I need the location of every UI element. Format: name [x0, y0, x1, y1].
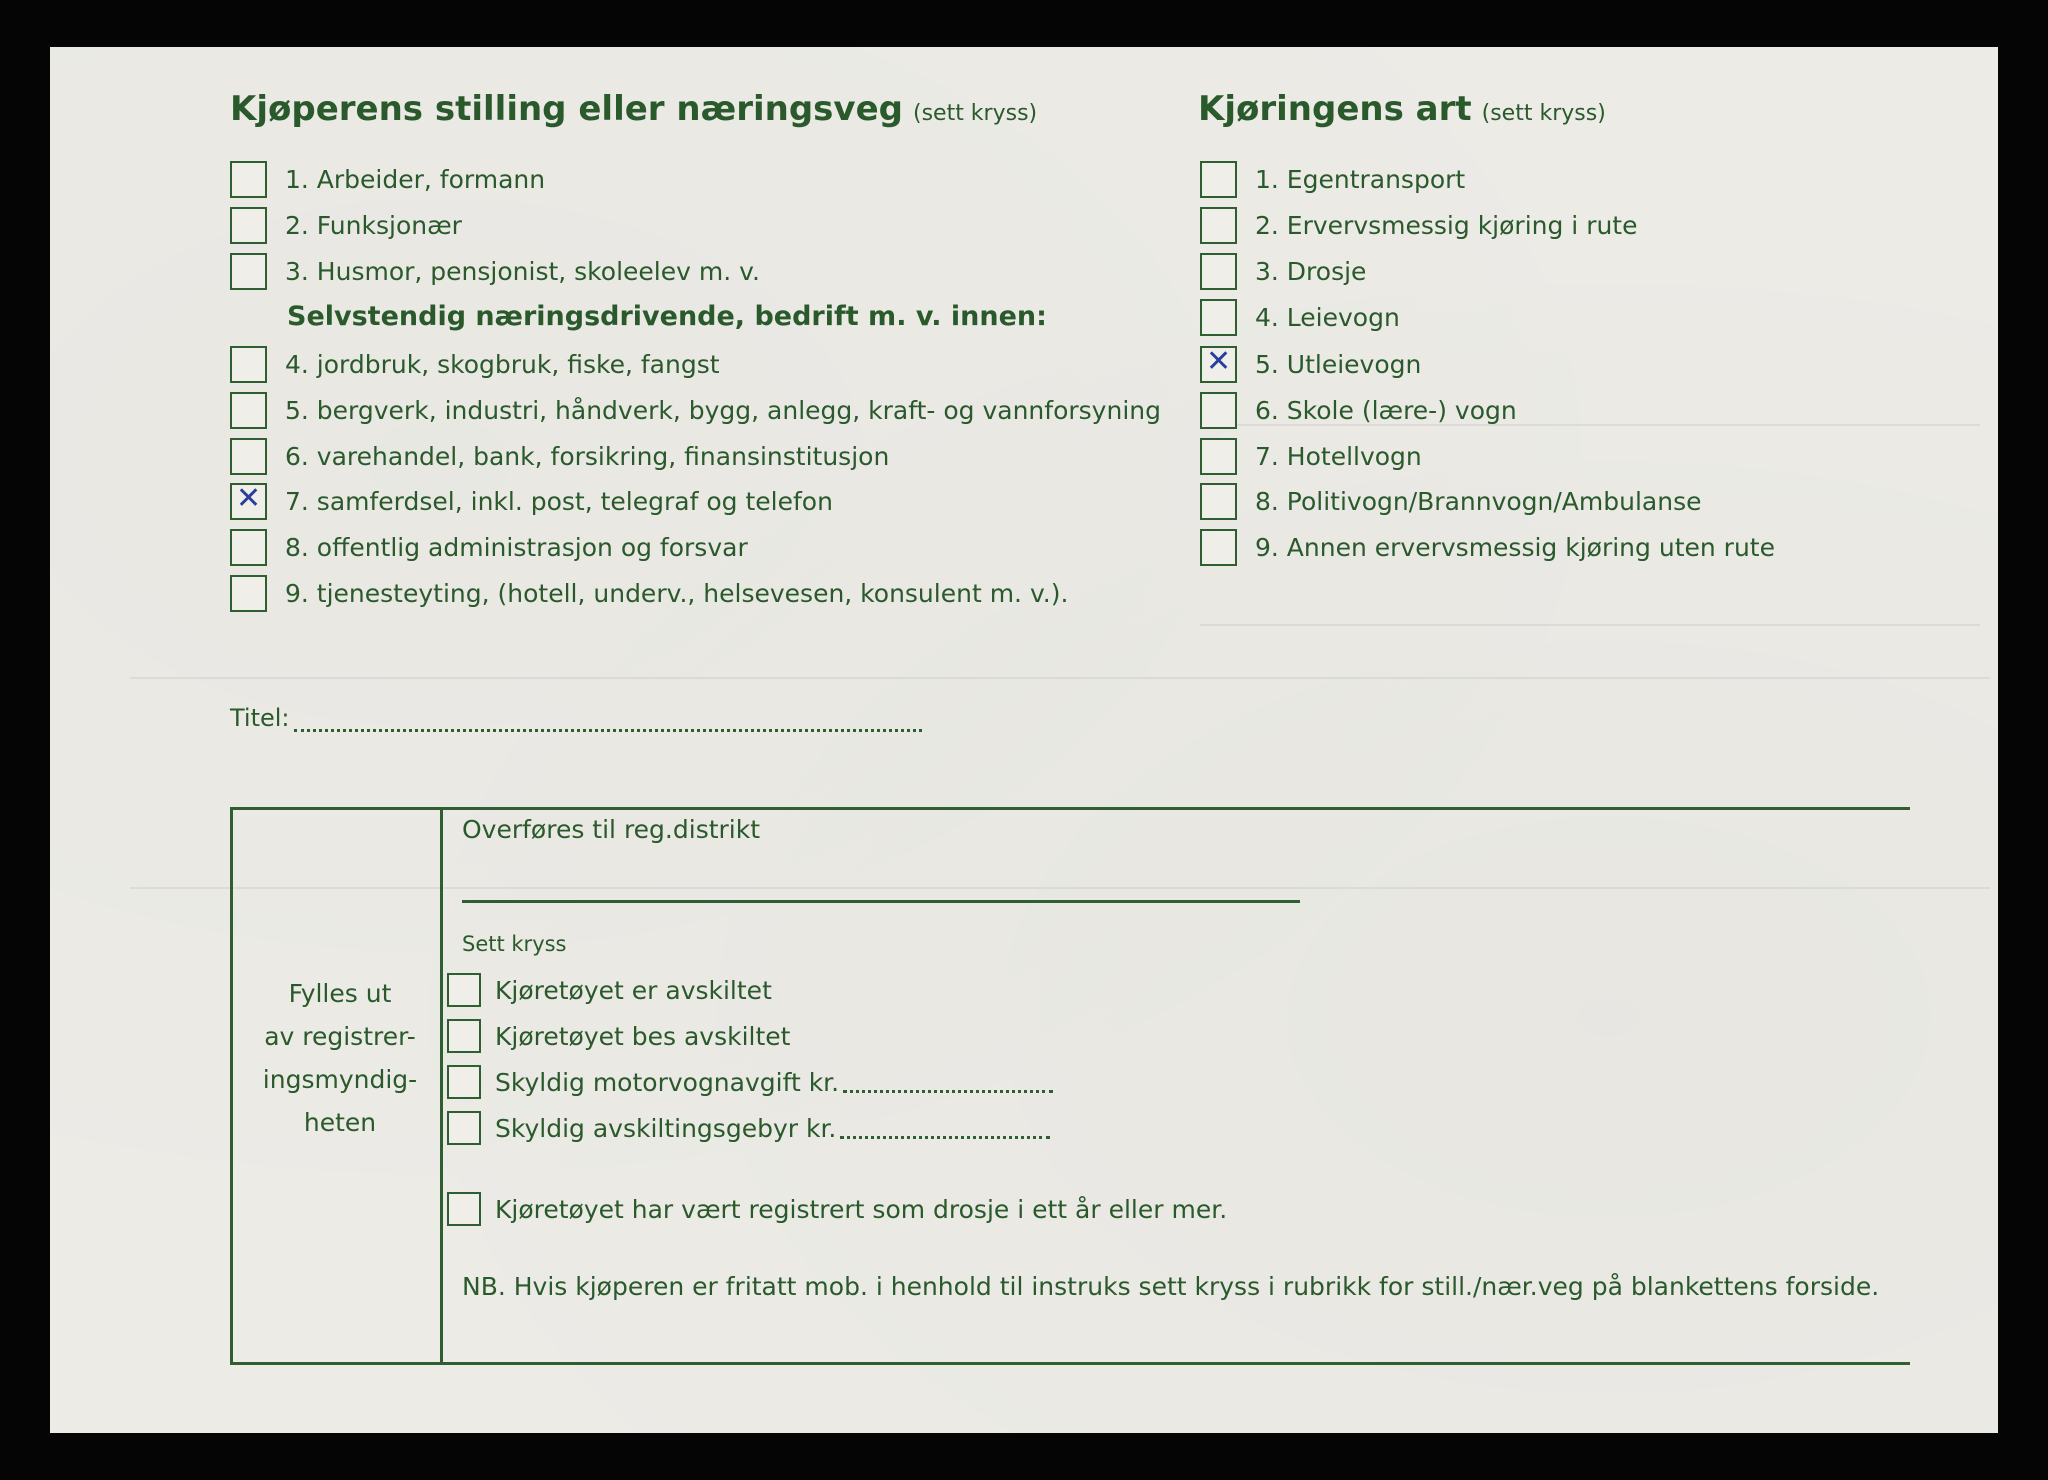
buyer-occupation-title: Kjøperens stilling eller næringsveg — [230, 89, 903, 129]
occupation-option-4[interactable]: 4. jordbruk, skogbruk, fiske, fangst — [230, 344, 720, 384]
checkbox[interactable] — [447, 1192, 481, 1226]
driving-type-heading — [1198, 89, 1606, 129]
checkbox[interactable] — [1200, 253, 1237, 290]
checkbox-checked[interactable] — [1200, 346, 1237, 383]
checkbox[interactable] — [1200, 392, 1237, 429]
occupation-option-1[interactable]: 1. Arbeider, formann — [230, 159, 545, 199]
checkbox[interactable] — [1200, 438, 1237, 475]
driving-option-2[interactable]: 2. Ervervsmessig kjøring i rute — [1200, 205, 1638, 245]
checkbox-checked[interactable] — [230, 483, 267, 520]
nb-note: NB. Hvis kjøperen er fritatt mob. i henhold til instruks sett kryss i rubrikk for still./nær.veg på blankettens forside. — [462, 1272, 1880, 1301]
driving-type-title: Kjøringens art — [1198, 89, 1472, 129]
reg-option-taxi-year[interactable]: Kjøretøyet har vært registrert som drosje i ett år eller mer. — [447, 1189, 1227, 1229]
transfer-district-label: Overføres til reg.distrikt — [462, 815, 761, 844]
checkbox[interactable] — [230, 438, 267, 475]
driving-option-9[interactable]: 9. Annen ervervsmessig kjøring uten rute — [1200, 527, 1775, 567]
buyer-occupation-note: (sett kryss) — [912, 101, 1038, 126]
driving-type-note: (sett kryss) — [1481, 101, 1606, 126]
checkbox[interactable] — [230, 161, 267, 198]
checkbox[interactable] — [1200, 207, 1237, 244]
self-employed-subheading: Selvstendig næringsdrivende, bedrift m. v. innen: — [287, 301, 1047, 332]
checkbox[interactable] — [230, 346, 267, 383]
driving-option-8[interactable]: 8. Politivogn/Brannvogn/Ambulanse — [1200, 481, 1702, 521]
registration-authority-label: Fylles ut av registrer- ingsmyndig- heten — [262, 979, 418, 1137]
title-field[interactable] — [230, 704, 922, 732]
reg-option-plate-fee[interactable]: Skyldig avskiltingsgebyr kr. — [447, 1108, 1050, 1148]
transfer-district-line[interactable] — [462, 900, 1300, 903]
checkbox[interactable] — [447, 1111, 481, 1145]
reg-option-request-deregister[interactable]: Kjøretøyet bes avskiltet — [447, 1016, 790, 1056]
occupation-option-7[interactable]: ✕ 7. samferdsel, inkl. post, telegraf og telefon — [230, 481, 833, 521]
occupation-option-3[interactable]: 3. Husmor, pensjonist, skoleelev m. v. — [230, 251, 760, 291]
plate-fee-amount-line[interactable] — [840, 1117, 1050, 1139]
checkbox[interactable] — [447, 1019, 481, 1053]
checkbox[interactable] — [447, 1065, 481, 1099]
occupation-option-2[interactable]: 2. Funksjonær — [230, 205, 462, 245]
driving-option-7[interactable]: 7. Hotellvogn — [1200, 436, 1422, 476]
checkbox[interactable] — [230, 207, 267, 244]
driving-option-4[interactable]: 4. Leievogn — [1200, 297, 1400, 337]
reg-option-deregistered[interactable]: Kjøretøyet er avskiltet — [447, 970, 772, 1010]
title-label: Titel: — [230, 704, 290, 732]
vehicle-tax-amount-line[interactable] — [843, 1071, 1053, 1093]
checkbox[interactable] — [1200, 529, 1237, 566]
driving-option-5[interactable]: ✕ 5. Utleievogn — [1200, 344, 1421, 384]
driving-option-6[interactable]: 6. Skole (lære-) vogn — [1200, 390, 1517, 430]
checkbox[interactable] — [1200, 483, 1237, 520]
checkbox[interactable] — [230, 392, 267, 429]
checkbox[interactable] — [230, 253, 267, 290]
occupation-option-8[interactable]: 8. offentlig administrasjon og forsvar — [230, 527, 748, 567]
reg-option-vehicle-tax[interactable]: Skyldig motorvognavgift kr. — [447, 1062, 1053, 1102]
occupation-option-6[interactable]: 6. varehandel, bank, forsikring, finansinstitusjon — [230, 436, 889, 476]
driving-option-1[interactable]: 1. Egentransport — [1200, 159, 1465, 199]
checkbox[interactable] — [230, 575, 267, 612]
checkbox[interactable] — [1200, 299, 1237, 336]
form-sheet — [50, 47, 1998, 1433]
buyer-occupation-heading — [230, 89, 1037, 129]
title-dotted-line[interactable] — [294, 710, 922, 732]
occupation-option-9[interactable]: 9. tjenesteyting, (hotell, underv., helsevesen, konsulent m. v.). — [230, 573, 1068, 613]
checkbox[interactable] — [1200, 161, 1237, 198]
checkbox[interactable] — [230, 529, 267, 566]
driving-option-3[interactable]: 3. Drosje — [1200, 251, 1366, 291]
frame-divider — [440, 807, 443, 1365]
occupation-option-5[interactable]: 5. bergverk, industri, håndverk, bygg, anlegg, kraft- og vannforsyning — [230, 390, 1161, 430]
checkbox[interactable] — [447, 973, 481, 1007]
sett-kryss-label: Sett kryss — [462, 932, 567, 956]
